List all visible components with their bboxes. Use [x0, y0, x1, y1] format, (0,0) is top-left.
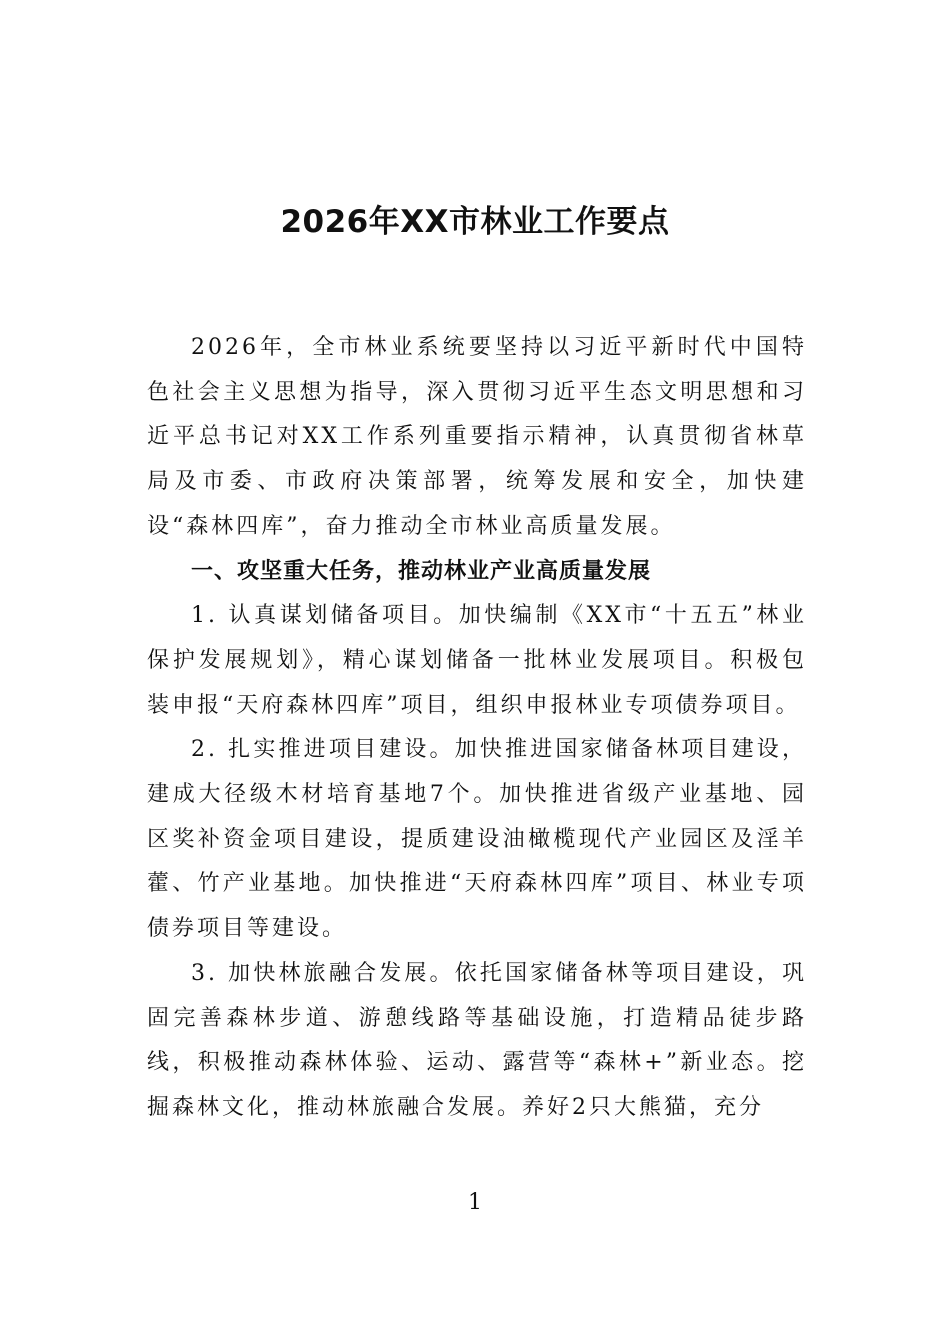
list-item: 3. 加快林旅融合发展。依托国家储备林等项目建设，巩固完善森林步道、游憩线路等基础设施，打造精品徒步路线，积极推动森林体验、运动、露营等“森林+”新业态。挖掘森林文化，推动林旅融合发展。养好2只大熊猫，充分 — [147, 960, 807, 1120]
document-body — [147, 326, 807, 1131]
list-item: 2. 扎实推进项目建设。加快推进国家储备林项目建设，建成大径级木材培育基地7个。加快推进省级产业基地、园区奖补资金项目建设，提质建设油橄榄现代产业园区及淫羊藿、竹产业基地。加快推进“天府森林四库”项目、林业专项债券项目等建设。 — [147, 737, 807, 942]
document-title: 2026年XX市林业工作要点 — [280, 204, 670, 240]
intro-paragraph: 2026年，全市林业系统要坚持以习近平新时代中国特色社会主义思想为指导，深入贯彻习近平生态文明思想和习近平总书记对XX工作系列重要指示精神，认真贯彻省林草局及市委、市政府决策部署，统筹发展和安全，加快建设“森林四库”，奋力推动全市林业高质量发展。 — [147, 335, 807, 539]
list-item: 1. 认真谋划储备项目。加快编制《XX市“十五五”林业保护发展规划》，精心谋划储备一批林业发展项目。积极包装申报“天府森林四库”项目，组织申报林业专项债券项目。 — [147, 603, 807, 718]
page-number: 1 — [468, 1190, 482, 1215]
section-heading: 一、攻坚重大任务，推动林业产业高质量发展 — [191, 558, 652, 584]
